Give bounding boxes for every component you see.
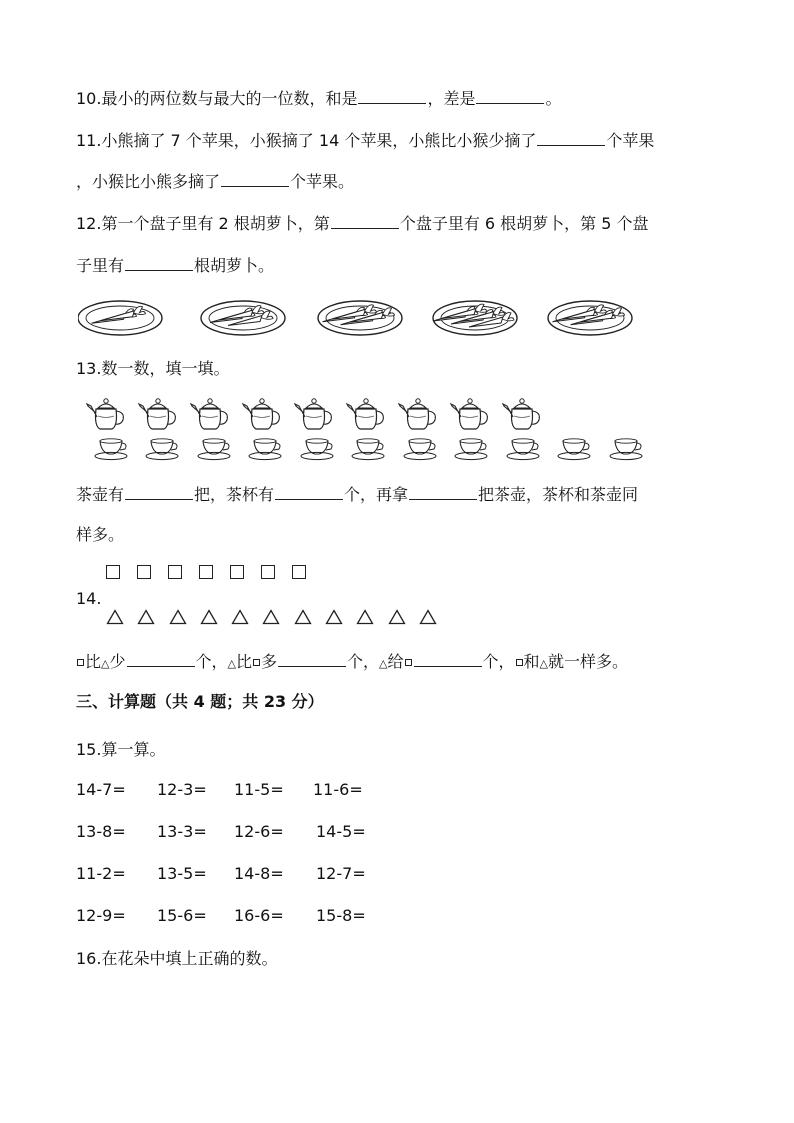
q10-text-2: ，差是	[427, 89, 476, 108]
q13-blank-more[interactable]	[409, 483, 477, 500]
triangle-shape	[231, 609, 262, 625]
teapot-icon	[444, 396, 496, 432]
teapot-icon	[132, 396, 184, 432]
q14-text-3: 个，	[195, 652, 228, 671]
square-shape	[230, 565, 261, 579]
teacup-icon	[86, 436, 138, 462]
carrot-plate	[78, 301, 162, 335]
teacup-icon	[292, 436, 344, 462]
square-shape	[106, 565, 137, 579]
teapot-icon	[80, 396, 132, 432]
q14-text-5: 多	[261, 652, 278, 671]
triangle-shape	[294, 609, 325, 625]
square-shape	[261, 565, 292, 579]
equation: 13-8=	[76, 822, 126, 841]
equation: 11-2=	[76, 864, 126, 883]
triangle-shape	[137, 609, 168, 625]
q11-text-4: 个苹果。	[290, 172, 355, 191]
square-symbol-icon	[405, 659, 412, 666]
equation: 11-5=	[234, 780, 284, 799]
triangle-shape	[419, 609, 450, 625]
question-14-line	[76, 650, 628, 675]
q13-text-4: 把茶壶，茶杯和茶壶同	[478, 485, 639, 504]
q14-text-9: 和	[523, 652, 540, 671]
teacup-icon	[344, 436, 396, 462]
q13-text-3: 个，再拿	[344, 485, 409, 504]
q13-text-1: 茶壶有	[76, 485, 125, 504]
teapot-icon	[184, 396, 236, 432]
q11-text-1: 11.小熊摘了 7 个苹果，小猴摘了 14 个苹果，小熊比小猴少摘了	[76, 131, 537, 150]
square-symbol-icon	[77, 659, 84, 666]
equation: 15-6=	[157, 906, 207, 925]
carrot-plates-illustration	[78, 290, 638, 340]
q11-text-3: ，小猴比小熊多摘了	[76, 172, 221, 191]
equation: 15-8=	[316, 906, 366, 925]
q12-blank-2[interactable]	[125, 254, 193, 271]
q10-blank-sum[interactable]	[358, 87, 426, 104]
equation: 12-7=	[316, 864, 366, 883]
q12-text-1: 12.第一个盘子里有 2 根胡萝卜，第	[76, 214, 330, 233]
carrot-plate	[201, 301, 285, 335]
equation: 12-9=	[76, 906, 126, 925]
equation: 14-8=	[234, 864, 284, 883]
teacup-icon	[601, 436, 653, 462]
teapot-row	[80, 396, 548, 432]
q10-text-3: 。	[545, 89, 562, 108]
teapot-icon	[340, 396, 392, 432]
square-shape	[168, 565, 199, 579]
q14-text-8: 个，	[482, 652, 515, 671]
question-14-number: 14.	[76, 589, 102, 608]
q14-text-10: 就一样多。	[548, 652, 629, 671]
q12-text-2: 个盘子里有 6 根胡萝卜，第 5 个盘	[399, 214, 649, 233]
q11-text-2: 个苹果	[606, 131, 655, 150]
triangle-symbol-icon: △	[227, 657, 236, 670]
q14-blank-2[interactable]	[278, 650, 346, 667]
equation: 14-5=	[316, 822, 366, 841]
q14-text-4: 比	[235, 652, 252, 671]
q13-text-2: 把，茶杯有	[194, 485, 275, 504]
square-symbol-icon	[516, 659, 523, 666]
teacup-icon	[550, 436, 602, 462]
triangle-shape	[200, 609, 231, 625]
triangle-symbol-icon: △	[101, 657, 110, 670]
teapot-icon	[236, 396, 288, 432]
carrot-plate	[318, 301, 402, 335]
question-12-line-2	[76, 254, 274, 277]
triangle-shape	[262, 609, 293, 625]
q12-blank-1[interactable]	[331, 212, 399, 229]
square-shape	[137, 565, 168, 579]
teacup-icon	[189, 436, 241, 462]
equation: 12-3=	[157, 780, 207, 799]
q13-blank-teapots[interactable]	[125, 483, 193, 500]
q14-blank-1[interactable]	[127, 650, 195, 667]
teacup-row	[86, 436, 653, 462]
triangle-shape	[356, 609, 387, 625]
square-shape	[199, 565, 230, 579]
equation: 14-7=	[76, 780, 126, 799]
carrot-plate	[548, 301, 632, 335]
teapot-icon	[496, 396, 548, 432]
question-11-line-2	[76, 170, 354, 193]
teacup-icon	[138, 436, 190, 462]
carrot-leaf-icon	[383, 308, 395, 316]
square-symbol-icon	[253, 659, 260, 666]
q12-text-4: 根胡萝卜。	[194, 256, 275, 275]
question-13-line-1	[76, 483, 638, 506]
question-16-title: 16.在花朵中填上正确的数。	[76, 949, 278, 968]
q11-blank-1[interactable]	[537, 129, 605, 146]
q14-text-6: 个，	[347, 652, 380, 671]
q10-blank-diff[interactable]	[476, 87, 544, 104]
q10-text-1: 10.最小的两位数与最大的一位数，和是	[76, 89, 358, 108]
question-13-title: 13.数一数，填一填。	[76, 359, 230, 378]
carrot-plate	[433, 301, 517, 335]
equation: 12-6=	[234, 822, 284, 841]
square-shape	[292, 565, 323, 579]
triangle-shape	[106, 609, 137, 625]
equation: 16-6=	[234, 906, 284, 925]
equation: 13-5=	[157, 864, 207, 883]
q13-blank-cups[interactable]	[275, 483, 343, 500]
q14-text-7: 给	[387, 652, 404, 671]
teapot-icon	[288, 396, 340, 432]
question-13-line-2: 样多。	[76, 525, 125, 544]
equation: 11-6=	[313, 780, 363, 799]
q14-blank-3[interactable]	[414, 650, 482, 667]
teacup-icon	[395, 436, 447, 462]
carrot-leaf-icon	[475, 304, 487, 312]
teacup-icon	[241, 436, 293, 462]
question-10	[76, 87, 561, 110]
q12-text-3: 子里有	[76, 256, 125, 275]
teacup-icon	[447, 436, 499, 462]
triangle-shape	[325, 609, 356, 625]
teapot-icon	[392, 396, 444, 432]
teacup-icon	[498, 436, 550, 462]
triangle-shape	[169, 609, 200, 625]
triangle-symbol-icon: △	[379, 657, 388, 670]
carrot-leaf-icon	[613, 308, 625, 316]
question-12-line-1	[76, 212, 649, 235]
triangle-row	[106, 609, 450, 625]
triangle-symbol-icon: △	[539, 657, 549, 670]
square-row	[106, 565, 323, 579]
triangle-shape	[388, 609, 419, 625]
q14-text-2: 少	[109, 652, 126, 671]
equation: 13-3=	[157, 822, 207, 841]
question-15-title: 15.算一算。	[76, 740, 166, 759]
question-11-line-1	[76, 129, 654, 152]
section-3-heading: 三、计算题（共 4 题；共 23 分）	[76, 692, 324, 711]
q14-text-1: 比	[85, 652, 102, 671]
q11-blank-2[interactable]	[221, 170, 289, 187]
